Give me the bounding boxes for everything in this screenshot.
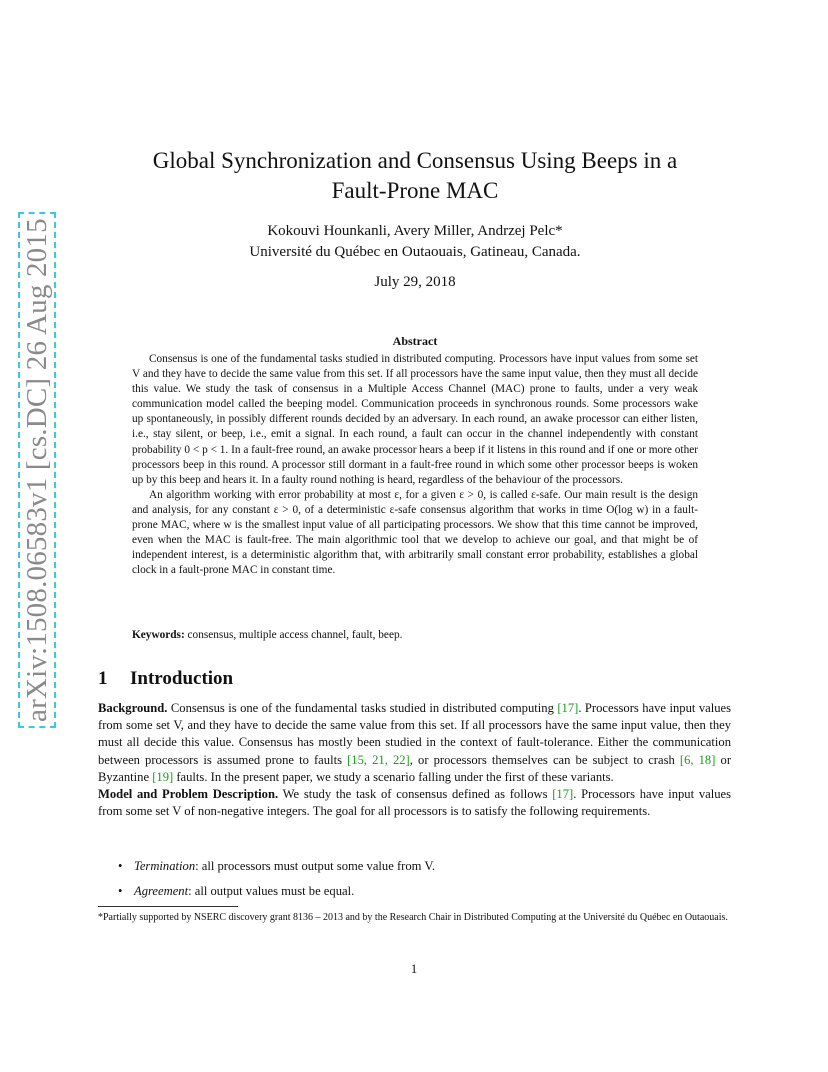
- keywords-label: Keywords:: [132, 629, 185, 641]
- background-text-1: Consensus is one of the fundamental tasks studied in distributed computing: [170, 701, 558, 715]
- citation-link[interactable]: [19]: [152, 769, 174, 784]
- authors: Kokouvi Hounkanli, Avery Miller, Andrzej Pelc*: [267, 223, 563, 239]
- author-block: [110, 221, 720, 263]
- section-title: Introduction: [130, 668, 234, 689]
- abstract-paragraph-2: An algorithm working with error probability at most ε, for a given ε > 0, is called ε-safe. Our main result is the design and analysis, for any constant ε > 0, of a deterministic ε-safe consensus algorithm that works in time O(log w) in a fault-prone MAC, where w is the smallest input value of all participating processors. We show that this time cannot be improved, even when the MAC is fault-free. The main algorithmic tool that we develop to achieve our goal, and that might be of independent interest, is a deterministic algorithm that, with arbitrarily small constant error probability, establishes a global clock in a fault-prone MAC in constant time.: [132, 488, 698, 577]
- citation-link[interactable]: [17]: [552, 787, 574, 802]
- keywords: [132, 629, 698, 641]
- abstract-body: [132, 352, 698, 578]
- page-number: 1: [410, 962, 418, 976]
- background-text-4: or Byzantine: [98, 752, 732, 784]
- footnote-rule: [98, 906, 238, 907]
- list-term: Termination: [134, 859, 196, 873]
- model-label: Model and Problem Description.: [98, 787, 279, 802]
- background-text-2: . Processors have input values from some set V, and they have to decide the same value from this set. If all processors have the same input value, then they must all decide this value. Consensus has mostly been studied in the context of fault-tolerance. Either the communication between processors is assumed prone to faults: [98, 701, 731, 767]
- background-text-5: faults. In the present paper, we study a scenario falling under the first of these variants.: [173, 769, 614, 784]
- list-item: [118, 884, 718, 899]
- keywords-text: consensus, multiple access channel, fault, beep.: [187, 629, 403, 641]
- background-text-3: , or processors themselves can be subject to crash: [409, 752, 680, 767]
- paper-date: July 29, 2018: [374, 274, 456, 290]
- footnote: *Partially supported by NSERC discovery grant 8136 – 2013 and by the Research Chair in Distributed Computing at the Université du Québec en Outaouais.: [98, 912, 728, 923]
- paper-title: [110, 146, 720, 206]
- title-line-1: Global Synchronization and Consensus Using Beeps in a: [152, 148, 678, 173]
- arxiv-sidebar: [14, 218, 58, 740]
- background-paragraph: [98, 700, 731, 786]
- abstract-heading: Abstract: [392, 334, 438, 348]
- abstract-paragraph-1: Consensus is one of the fundamental tasks studied in distributed computing. Processors have input values from some set V and they have to decide the same value from this set. If all processors have the same input value, then they must all decide this value. We study the task of consensus in a Multiple Access Channel (MAC) prone to faults, under a very weak communication model called the beeping model. Communication proceeds in synchronous rounds. Some processors wake up spontaneously, in possibly different rounds decided by an adversary. In each round, an awake processor can either listen, i.e., stay silent, or beep, i.e., emit a signal. In each round, a fault can occur in the channel independently with constant probability 0 < p < 1. In a fault-free round, an awake processor hears a beep if it listens in this round and if one or more other processors beep in this round. A processor still dormant in a fault-free round in which some other processor beeps is woken up by this beep and hears it. In a faulty round nothing is heard, regardless of the behaviour of the processors.: [132, 353, 698, 486]
- citation-link[interactable]: [17]: [557, 701, 579, 715]
- section-number: 1: [98, 668, 108, 689]
- list-text: : all processors must output some value from V.: [195, 859, 435, 873]
- affiliation: Université du Québec en Outaouais, Gatineau, Canada.: [249, 244, 581, 260]
- bullet-icon: •: [118, 859, 123, 873]
- citation-link[interactable]: [6, 18]: [679, 752, 716, 767]
- background-label: Background.: [98, 701, 168, 715]
- model-paragraph: [98, 786, 731, 820]
- model-text-2: . Processors have input values from some set V of non-negative integers. The goal for all processors is to satisfy the following requirements.: [98, 787, 731, 819]
- list-item: [118, 859, 718, 874]
- title-line-2: Fault-Prone MAC: [331, 178, 499, 203]
- list-text: : all output values must be equal.: [188, 884, 355, 898]
- model-text-1: We study the task of consensus defined as follows: [278, 787, 553, 802]
- arxiv-identifier[interactable]: arXiv:1508.06583v1 [cs.DC] 26 Aug 2015: [18, 212, 56, 728]
- list-term: Agreement: [134, 884, 189, 898]
- section-heading: [98, 668, 233, 690]
- requirements-list: [118, 859, 718, 909]
- citation-link[interactable]: [15, 21, 22]: [347, 752, 410, 767]
- introduction-body: [98, 700, 731, 820]
- bullet-icon: •: [118, 884, 123, 898]
